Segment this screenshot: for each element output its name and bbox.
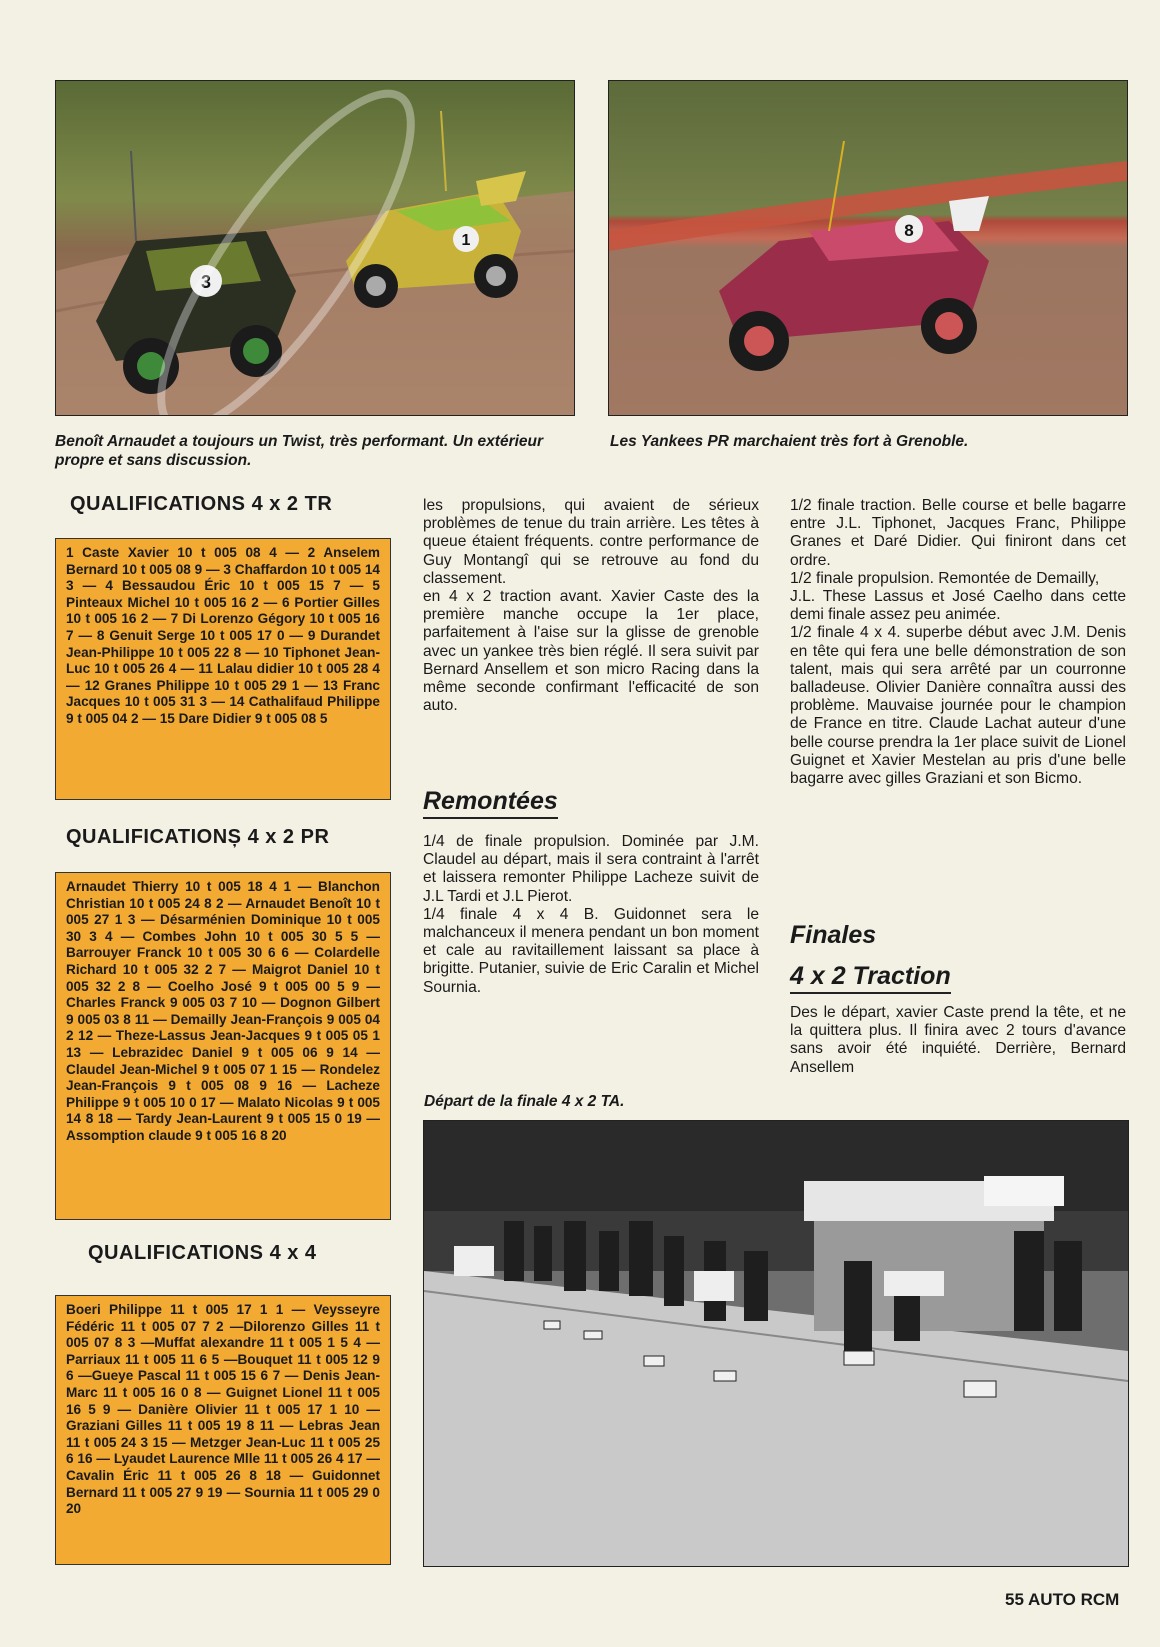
- photo-buggies-3-and-1: [55, 80, 575, 416]
- article-column-3-top: [790, 497, 1126, 788]
- section-title-4x2-traction-text: 4 x 2 Traction: [790, 962, 951, 994]
- results-box-4x2-tr: 1 Caste Xavier 10 t 005 08 4 — 2 Anselem Bernard 10 t 005 08 9 — 3 Chaffardon 10 t 005 14 3 — 4 Bessaudou Éric 10 t 005 15 7 — 5 Pinteaux Michel 10 t 005 16 2 — 6 Portier Gilles 10 t 005 16 2 — 7 Di Lorenzo Gégory 10 t 005 16 7 — 8 Genuit Serge 10 t 005 17 0 — 9 Durandet Jean-Philippe 10 t 005 22 8 — 10 Tiphonet Jean-Luc 10 t 005 26 4 — 11 Lalau didier 10 t 005 28 4 — 12 Granes Philippe 10 t 005 29 1 — 13 Franc Jacques 10 t 005 31 3 — 14 Cathalifaud Philippe 9 t 005 04 2 — 15 Dare Didier 9 t 005 08 5: [55, 538, 391, 800]
- section-title-remontees-text: Remontées: [423, 787, 558, 819]
- results-box-4x2-pr: Arnaudet Thierry 10 t 005 18 4 1 — Blanchon Christian 10 t 005 24 8 2 — Arnaudet Benoît 10 t 005 27 1 3 — Désarménien Dominique 10 t 005 30 3 4 — Combes John 10 t 005 30 5 5 — Barrouyer Franck 10 t 005 30 6 6 — Colardelle Richard 10 t 005 32 2 7 — Maigrot Daniel 10 t 005 32 2 8 — Coelho José 9 t 005 00 5 9 — Charles Franck 9 005 03 7 10 — Dognon Gilbert 9 005 03 8 11 — Demailly Jean-François 9 005 04 2 12 — Theze-Lassus Jean-Jacques 9 t 005 05 1 13 — Lebrazidec Daniel 9 t 005 06 9 14 — Claudel Jean-Michel 9 t 005 07 1 15 — Rondelez Jean-François 9 t 005 08 9 16 — Lacheze Philippe 9 t 005 10 0 17 — Malato Nicolas 9 t 005 14 8 18 — Tardy Jean-Laurent 9 t 005 15 0 19 — Assomption claude 9 t 005 16 8 20: [55, 872, 391, 1220]
- car-number-3: 3: [200, 272, 212, 292]
- paragraph: 1/2 finale propulsion. Remontée de Demailly,: [790, 569, 1100, 587]
- paragraph: les propulsions, qui avaient de sérieux problèmes de tenue du train arrière. Les têtes à queue étaient fréquents. contre performance de Guy Montangî qui se retrouve au fond du classement.: [423, 497, 759, 587]
- paragraph: 1/4 finale 4 x 4 B. Guidonnet sera le malchanceux il menera pendant un bon moment et cale au ravitaillement laissant sa place à brigitte. Putanier, suivie de Eric Caralin et Michel Sournia.: [423, 905, 759, 996]
- page-footer: [1005, 1590, 1119, 1610]
- heading-qualifications-4x2-tr: QUALIFICATIONS 4 x 2 TR: [70, 493, 333, 515]
- heading-qualifications-4x2-pr: QUALIFICATIONȘ 4 x 2 PR: [66, 826, 330, 848]
- caption-photo-2: Les Yankees PR marchaient très fort à Grenoble.: [610, 433, 969, 450]
- paragraph: Des le départ, xavier Caste prend la tête, et ne la quittera plus. Il finira avec 2 tours d'avance sans avoir été inquiété. Derrière, Bernard Ansellem: [790, 1004, 1126, 1076]
- paragraph: 1/4 de finale propulsion. Dominée par J.M. Claudel au départ, mais il sera contraint à l'arrêt et laissera remonter Philippe Lacheze suivit de J.L Tardi et J.L Pierot.: [423, 833, 759, 905]
- magazine-name: AUTO RCM: [1028, 1590, 1120, 1609]
- paragraph: 1/2 finale traction. Belle course et belle bagarre entre J.L. Tiphonet, Jacques Franc, Philippe Granes et Daré Didier. Qui finiront dans cet ordre.: [790, 497, 1126, 569]
- section-title-4x2-traction: [790, 962, 951, 994]
- photo-yankee-buggy-8: [608, 80, 1128, 416]
- page-number: 55: [1005, 1590, 1024, 1609]
- article-column-2-top: [423, 497, 759, 715]
- paragraph: 1/2 finale 4 x 4. superbe début avec J.M. Denis en tête qui fera une belle démonstration de son talent, mais qui sera arrêté par un courronne balladeuse. Olivier Danière connaîtra aussi des problème. Mauvaise journée pour le champion de France en titre. Claude Lachat auteur d'une belle course prendra la 1er place suivit de Lionel Guignet et Xavier Mestelan au pris d'une belle bagarre avec gilles Graziani et son Bicmo.: [790, 624, 1126, 788]
- article-column-2-bottom: [423, 833, 759, 997]
- caption-photo-1: Benoît Arnaudet a toujours un Twist, très performant. Un extérieur propre et sans discussion.: [55, 433, 544, 469]
- car-number-8: 8: [904, 221, 914, 240]
- caption-photo-3: Départ de la finale 4 x 2 TA.: [424, 1093, 625, 1110]
- section-title-remontees: [423, 787, 558, 819]
- photo-start-of-final: [423, 1120, 1129, 1567]
- paragraph: J.L. These Lassus et José Caelho dans cette demi finale assez peu animée.: [790, 588, 1126, 624]
- car-number-1: 1: [461, 232, 471, 249]
- section-title-finales: Finales: [790, 921, 877, 949]
- heading-qualifications-4x4: QUALIFICATIONS 4 x 4: [88, 1242, 317, 1264]
- results-box-4x4: Boeri Philippe 11 t 005 17 1 1 — Veysseyre Fédéric 11 t 005 07 7 2 —Dilorenzo Gilles 11 t 005 07 8 3 —Muffat alexandre 11 t 005 1 5 4 — Parriaux 11 t 005 11 6 5 —Bouquet 11 t 005 12 9 6 —Gueye Pascal 11 t 005 15 6 7 — Denis Jean-Marc 11 t 005 16 0 8 — Guignet Lionel 11 t 005 16 5 9 — Danière Olivier 11 t 005 17 1 10 — Graziani Gilles 11 t 005 19 8 11 — Lebras Jean 11 t 005 24 3 15 — Metzger Jean-Luc 11 t 005 25 6 16 — Lyaudet Laurence Mlle 11 t 005 26 4 17 — Cavalin Éric 11 t 005 26 8 18 — Guidonnet Bernard 11 t 005 27 9 19 — Sournia 11 t 005 29 0 20: [55, 1295, 391, 1565]
- article-column-3-bottom: [790, 1004, 1126, 1077]
- paragraph: en 4 x 2 traction avant. Xavier Caste des la première manche occupe la 1er place, parfaitement à l'aise sur la glisse de grenoble avec un yankee très bien réglé. Il sera suivit par Bernard Ansellem et son micro Racing dans la même seconde confirmant l'efficacité de son auto.: [423, 588, 759, 715]
